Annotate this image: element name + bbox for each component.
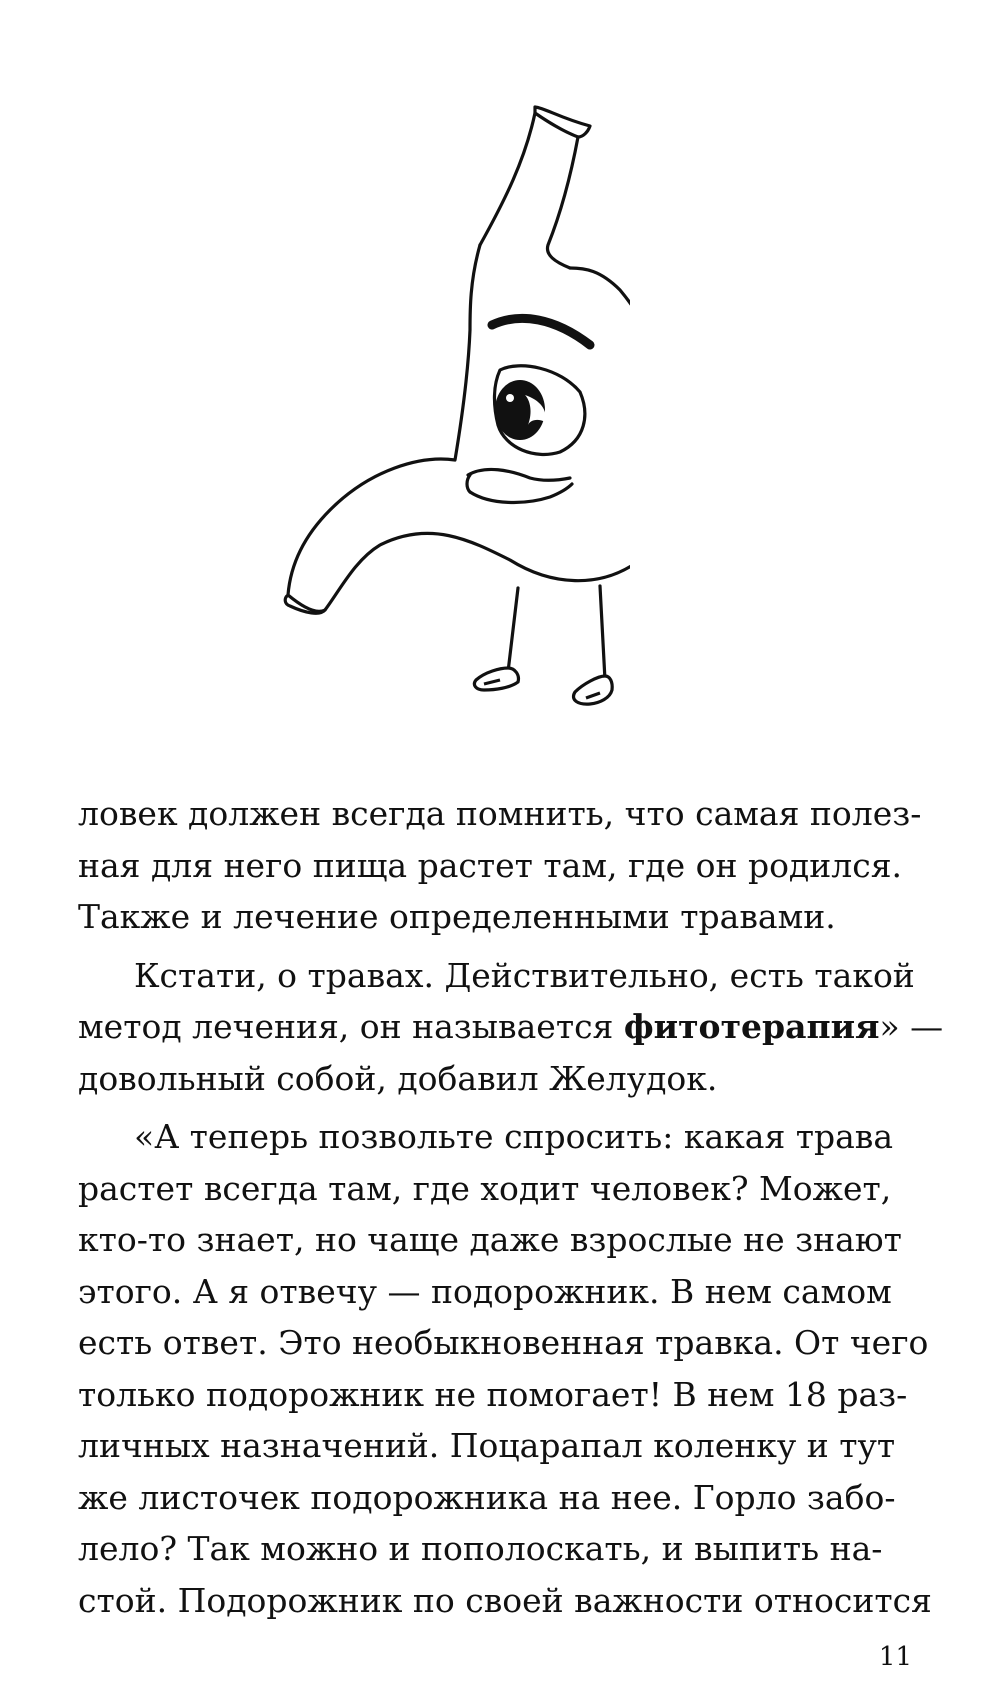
bold-term: фитотерапия bbox=[623, 1007, 880, 1046]
text-line: ловек должен всегда помнить, что самая полез- bbox=[78, 794, 922, 833]
text-line: кто-то знает, но чаще даже взрослые не знают bbox=[78, 1220, 902, 1259]
text-line: же листочек подорожника на нее. Горло забо- bbox=[78, 1477, 896, 1517]
stomach-outline bbox=[288, 245, 630, 611]
text-line: ная для него пища растет там, где он родился. bbox=[78, 845, 903, 885]
stomach-character-illustration bbox=[270, 95, 630, 720]
text-line: есть ответ. Это необыкновенная травка. От чего bbox=[78, 1323, 929, 1362]
mouth-lower bbox=[470, 484, 572, 502]
text-line: личных назначений. Поцарапал коленку и тут bbox=[78, 1426, 896, 1465]
text-line: стой. Подорожник по своей важности относится bbox=[78, 1580, 932, 1620]
text-segment: » — bbox=[879, 1007, 944, 1046]
text-line: «А теперь позвольте спросить: какая трава bbox=[134, 1117, 894, 1156]
text-segment: метод лечения, он называется bbox=[78, 1007, 624, 1046]
esophagus-opening bbox=[535, 107, 590, 137]
paragraph-2 bbox=[78, 950, 944, 1105]
mouth-upper bbox=[468, 469, 570, 480]
text-line: этого. А я отвечу — подорожник. В нем самом bbox=[78, 1271, 892, 1311]
page-number: 11 bbox=[878, 1642, 912, 1672]
text-line: только подорожник не помогает! В нем 18 раз- bbox=[78, 1374, 908, 1414]
esophagus-tube bbox=[480, 113, 535, 245]
text-line: лело? Так можно и пополоскать, и выпить на- bbox=[78, 1529, 883, 1568]
text-line-with-term bbox=[78, 1001, 944, 1053]
paragraph-1 bbox=[78, 788, 922, 943]
text-line: растет всегда там, где ходит человек? Может, bbox=[78, 1168, 892, 1208]
paragraph-3 bbox=[78, 1111, 932, 1626]
text-line: Также и лечение определенными травами. bbox=[78, 897, 836, 936]
pupil bbox=[495, 380, 546, 440]
left-shoe bbox=[474, 668, 518, 690]
body-text bbox=[78, 788, 944, 1626]
eyebrow bbox=[492, 318, 590, 345]
left-leg bbox=[508, 588, 518, 672]
text-line: довольный собой, добавил Желудок. bbox=[78, 1058, 718, 1098]
text-line: Кстати, о травах. Действительно, есть такой bbox=[134, 955, 915, 995]
right-leg bbox=[600, 586, 605, 680]
right-shoe bbox=[573, 676, 612, 704]
